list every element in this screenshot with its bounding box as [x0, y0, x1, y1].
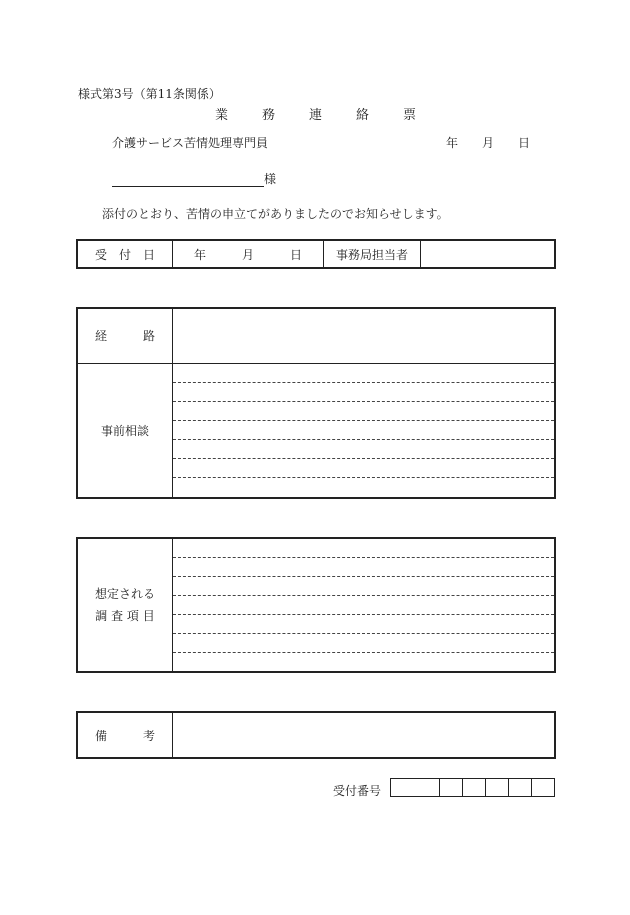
- recipient-name-line: [112, 170, 276, 187]
- receipt-number-box[interactable]: [391, 779, 440, 797]
- honorific: 様: [264, 172, 277, 186]
- prior-consultation-field[interactable]: [173, 363, 556, 498]
- prior-consultation-label: 事前相談: [77, 363, 173, 498]
- form-label: 様式第3号（第11条関係）: [78, 87, 221, 101]
- dotted-line: [173, 539, 554, 558]
- addressee: 介護サービス苦情処理専門員: [112, 136, 269, 150]
- route-field[interactable]: [173, 308, 556, 363]
- dotted-line: [173, 440, 554, 459]
- dotted-line: [173, 459, 554, 478]
- title-char: 業: [215, 108, 229, 123]
- dotted-line: [173, 478, 554, 497]
- route-consultation-table: [76, 307, 556, 499]
- dotted-line: [173, 577, 554, 596]
- date-line: [446, 134, 530, 151]
- recipient-name-field[interactable]: [112, 172, 264, 187]
- remarks-table: [76, 711, 556, 759]
- date-year: 年: [446, 136, 459, 150]
- page-title: [215, 104, 450, 123]
- date-month: 月: [482, 136, 495, 150]
- receipt-number-boxes: [390, 778, 555, 797]
- received-date-label: 受 付 日: [77, 240, 173, 268]
- notice-text: 添付のとおり、苦情の申立てがありましたのでお知らせします。: [102, 207, 449, 221]
- dotted-line: [173, 383, 554, 402]
- received-date-field[interactable]: 年 月 日: [173, 240, 324, 268]
- dotted-line: [173, 402, 554, 421]
- date-day: 日: [518, 136, 531, 150]
- reception-table: [76, 239, 556, 269]
- dotted-line: [173, 596, 554, 615]
- receipt-number-box[interactable]: [532, 779, 555, 797]
- remarks-field[interactable]: [173, 712, 556, 758]
- receipt-number-box[interactable]: [463, 779, 486, 797]
- title-char: 務: [262, 108, 276, 123]
- dotted-line: [173, 421, 554, 440]
- survey-items-field[interactable]: [173, 538, 556, 672]
- dotted-line: [173, 653, 554, 671]
- receipt-number-box[interactable]: [486, 779, 509, 797]
- receipt-number-label: 受付番号: [333, 784, 382, 798]
- survey-items-label-line2: 調 査 項 目: [95, 609, 155, 623]
- dotted-line: [173, 615, 554, 634]
- title-char: 連: [309, 108, 323, 123]
- survey-items-label: [77, 538, 173, 672]
- title-char: 票: [403, 108, 417, 123]
- remarks-label: 備 考: [77, 712, 173, 758]
- survey-items-label-line1: 想定される: [94, 587, 155, 601]
- survey-items-table: [76, 537, 556, 673]
- dotted-line: [173, 558, 554, 577]
- dotted-line: [173, 364, 554, 383]
- receipt-number-box[interactable]: [440, 779, 463, 797]
- route-label: 経 路: [77, 308, 173, 363]
- title-char: 絡: [356, 108, 370, 123]
- staff-field[interactable]: [421, 240, 556, 268]
- dotted-line: [173, 634, 554, 653]
- staff-label: 事務局担当者: [324, 240, 421, 268]
- receipt-number-box[interactable]: [509, 779, 532, 797]
